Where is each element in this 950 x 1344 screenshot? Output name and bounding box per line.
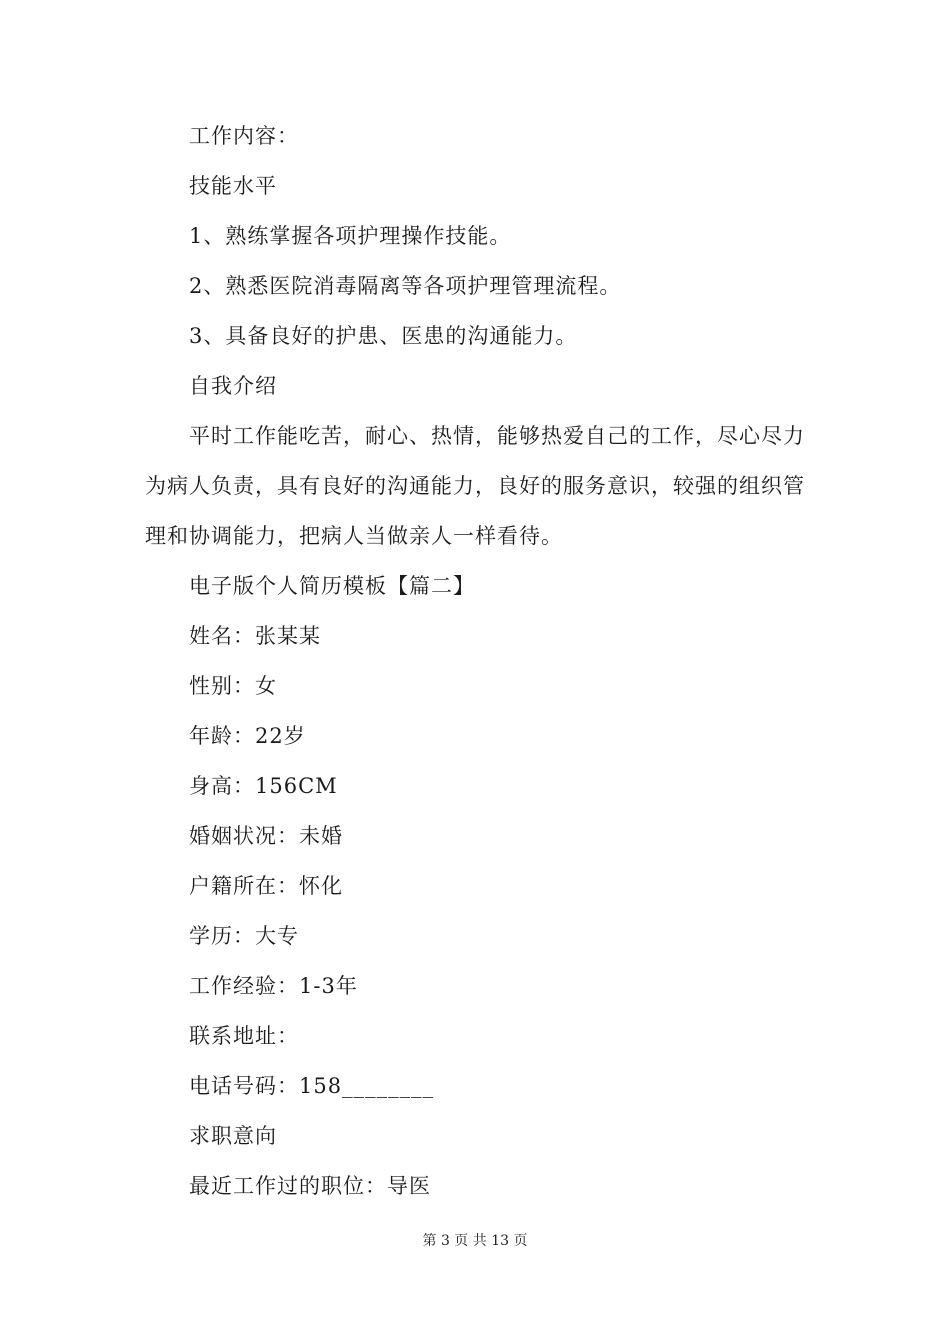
field-address: 联系地址： [189, 1024, 299, 1048]
skill-item-3: 3、具备良好的护患、医患的沟通能力。 [189, 324, 578, 348]
field-phone: 电话号码：158________ [189, 1074, 435, 1098]
self-intro-text: 平时工作能吃苦，耐心、热情，能够热爱自己的工作，尽心尽力为病人负责，具有良好的沟通能力，良好的服务意识，较强的组织管理和协调能力，把病人当做亲人一样看待。 [145, 424, 805, 548]
work-content-heading: 工作内容： [189, 124, 299, 148]
field-recent-position: 最近工作过的职位：导医 [189, 1174, 431, 1198]
section-title: 电子版个人简历模板【篇二】 [189, 574, 475, 598]
field-hometown: 户籍所在：怀化 [189, 874, 343, 898]
skill-item-1: 1、熟练掌握各项护理操作技能。 [189, 224, 512, 248]
skill-level-heading: 技能水平 [189, 174, 277, 198]
self-intro-heading: 自我介绍 [189, 374, 277, 398]
field-gender: 性别：女 [189, 674, 277, 698]
job-intention-heading: 求职意向 [189, 1124, 277, 1148]
field-height: 身高：156CM [189, 774, 338, 798]
field-name: 姓名：张某某 [189, 624, 321, 648]
self-intro-paragraph [145, 411, 810, 561]
skill-item-2: 2、熟悉医院消毒隔离等各项护理管理流程。 [189, 274, 622, 298]
field-experience: 工作经验：1-3年 [189, 974, 358, 998]
field-age: 年龄：22岁 [189, 724, 306, 748]
page-footer: 第 3 页 共 13 页 [422, 1233, 528, 1249]
field-marital-status: 婚姻状况：未婚 [189, 824, 343, 848]
field-education: 学历：大专 [189, 924, 299, 948]
